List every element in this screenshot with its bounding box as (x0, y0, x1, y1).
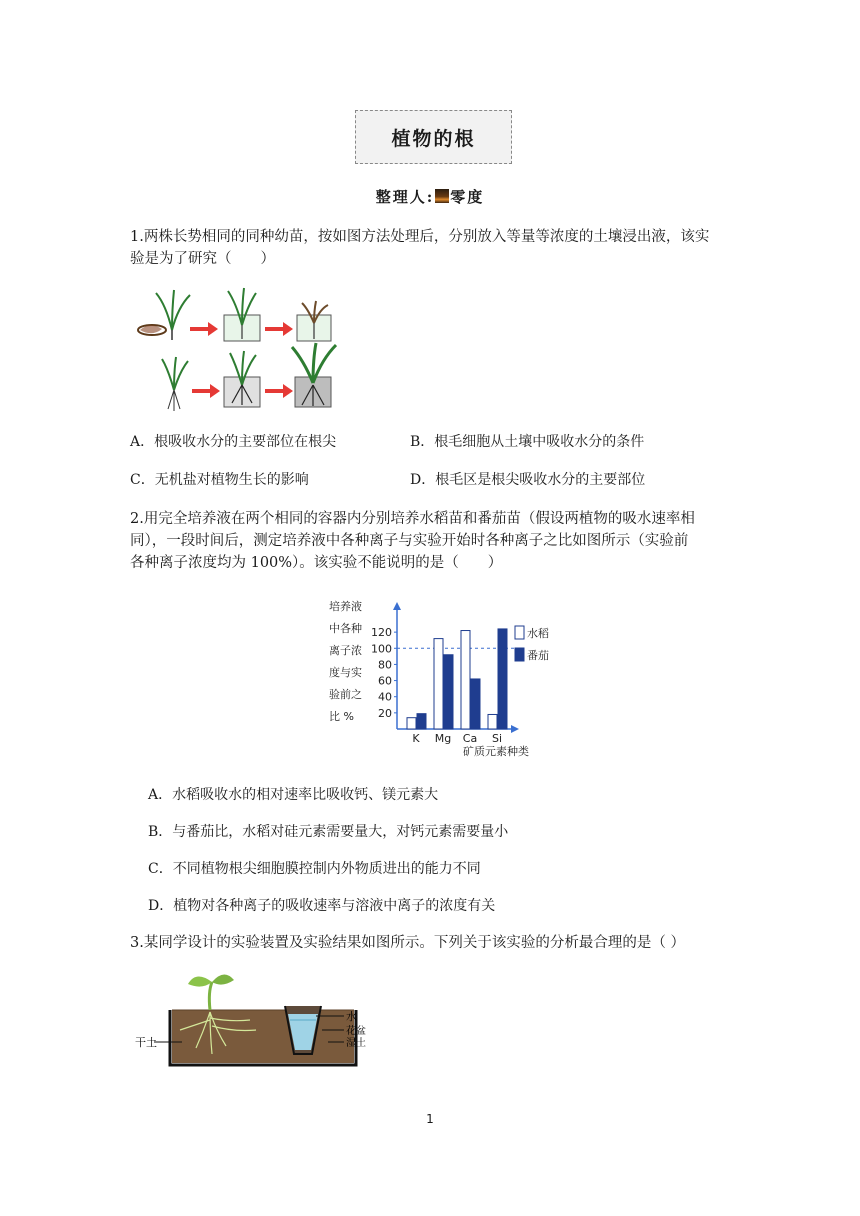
y-tick-label: 100 (371, 642, 392, 656)
q1-option-d[interactable]: D．根毛区是根尖吸收水分的主要部位 (410, 472, 646, 488)
bar-Ca-0 (461, 631, 470, 729)
y-axis-label-line: 比 % (329, 710, 354, 723)
q1-option-c[interactable]: C．无机盐对植物生长的影响 (130, 472, 309, 488)
y-tick-label: 80 (378, 658, 392, 672)
arrow-icon (265, 384, 293, 398)
q2-stem-line1: 2.用完全培养液在两个相同的容器内分别培养水稻苗和番茄苗（假设两植物的吸水速率相 (130, 511, 695, 527)
q1-seedling-figure (132, 285, 337, 415)
legend-swatch (515, 626, 524, 639)
legend-label: 番茄 (527, 649, 549, 662)
y-axis-label-line: 培养液 (329, 600, 362, 613)
legend-swatch (515, 648, 524, 661)
x-tick-label: Ca (462, 732, 478, 745)
q2-option-c[interactable]: C．不同植物根尖细胞膜控制内外物质进出的能力不同 (148, 861, 481, 877)
label-dry-soil: 干土 (135, 1036, 157, 1049)
soil-region (172, 1010, 354, 1063)
bar-Si-1 (498, 629, 507, 729)
y-axis-label-line: 验前之 (329, 688, 362, 701)
y-tick-label: 120 (371, 626, 392, 640)
legend-label: 水稻 (527, 627, 549, 640)
bar-Si-0 (488, 714, 497, 729)
q1-stem-line2: 验是为了研究（ ） (130, 251, 275, 267)
sunset-icon (435, 189, 449, 203)
q2-option-b[interactable]: B．与番茄比，水稻对硅元素需要量大，对钙元素需要量小 (148, 824, 509, 840)
ion-ratio-chart (325, 596, 565, 766)
q3-stem-line1: 3.某同学设计的实验装置及实验结果如图所示。下列关于该实验的分析最合理的是（ ） (130, 935, 685, 951)
y-axis-label-line: 离子浓 (329, 644, 362, 657)
page-number: 1 (426, 1112, 434, 1126)
bar-K-1 (417, 714, 426, 729)
q1-stem-line1: 1.两株长势相同的同种幼苗，按如图方法处理后，分别放入等量等浓度的土壤浸出液，该实 (130, 229, 710, 245)
bar-K-0 (407, 718, 416, 729)
q2-option-d[interactable]: D．植物对各种离子的吸收速率与溶液中离子的浓度有关 (148, 898, 496, 914)
q2-stem-line2: 同），一段时间后，测定培养液中各种离子与实验开始时各种离子之比如图所示（实验前 (130, 533, 689, 549)
x-tick-label: K (412, 732, 420, 745)
x-tick-label: Si (491, 732, 503, 745)
bar-Mg-0 (434, 639, 443, 729)
label-water: 水 (346, 1010, 357, 1023)
y-axis-label-line: 度与实 (329, 666, 362, 679)
y-axis-label-line: 中各种 (329, 622, 362, 635)
label-flowerpot: 花盆 (346, 1026, 366, 1037)
bar-Mg-1 (444, 655, 453, 729)
q2-option-a[interactable]: A．水稻吸收水的相对速率比吸收钙、镁元素大 (148, 787, 439, 803)
author-line: 整理人: 零度 (375, 188, 485, 206)
y-tick-label: 40 (378, 690, 392, 704)
y-axis-arrow-icon (393, 602, 401, 610)
arrow-icon (190, 322, 218, 336)
y-tick-label: 60 (378, 674, 392, 688)
x-tick-label: Mg (434, 732, 452, 745)
arrow-icon (265, 322, 293, 336)
arrow-icon (192, 384, 220, 398)
page-title: 植物的根 (355, 110, 512, 164)
q1-option-b[interactable]: B．根毛细胞从土壤中吸收水分的条件 (410, 434, 645, 450)
seedling-cut-roots (156, 290, 190, 330)
x-axis-label: 矿质元素种类 (463, 745, 529, 758)
label-wet-soil: 湿土 (346, 1038, 366, 1049)
q2-stem-line3: 各种离子浓度均为 100%）。该实验不能说明的是（ ） (130, 555, 503, 571)
y-tick-label: 20 (378, 706, 392, 720)
q1-option-a[interactable]: A．根吸收水分的主要部位在根尖 (130, 434, 337, 450)
bar-Ca-1 (471, 679, 480, 729)
q3-apparatus-figure (130, 970, 375, 1070)
x-axis-arrow-icon (511, 725, 519, 733)
